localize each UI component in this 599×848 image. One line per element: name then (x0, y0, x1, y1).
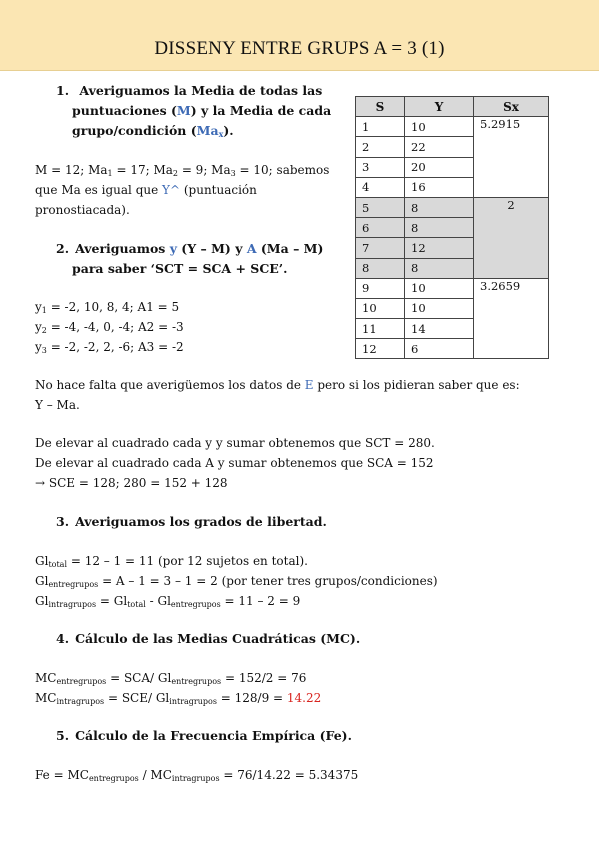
subscript: 1 (107, 169, 113, 178)
step1-text: ) y la Media de cada (190, 103, 332, 118)
subscript: entregrupos (88, 774, 139, 783)
gl-intragrupos-line (35, 592, 300, 610)
step1-text: puntuaciones ( (72, 103, 177, 118)
mc-text: = SCA/ Gl (106, 671, 172, 685)
step2-heading-line1 (56, 240, 323, 258)
step3-heading (56, 513, 327, 531)
table-cell-y: 14 (405, 319, 474, 339)
subscript: 3 (41, 346, 47, 355)
table-cell-sx-group2: 2 (474, 197, 549, 278)
table-cell-y: 22 (405, 137, 474, 157)
fe-text: / MC (138, 768, 172, 782)
table-row (356, 278, 549, 298)
table-cell-s: 5 (356, 197, 405, 217)
table-cell-s: 9 (356, 278, 405, 298)
step4-number: 4. (56, 631, 70, 646)
para-sc-line1: De elevar al cuadrado cada y y sumar obtenemos que SCT = 280. (35, 436, 435, 450)
step3-number: 3. (56, 514, 70, 529)
subscript: total (48, 560, 68, 569)
subscript: entregrupos (170, 600, 221, 609)
step3-label: Averiguamos los grados de libertad. (75, 514, 327, 529)
table-cell-y: 12 (405, 238, 474, 258)
data-table (355, 96, 549, 359)
step2-text: Averiguamos (75, 241, 170, 256)
step5-label: Cálculo de la Frecuencia Empírica (Fe). (75, 728, 352, 743)
y-values: = -2, -2, 2, -6; A3 = -2 (46, 340, 184, 354)
para-e-line2: Y – Ma. (35, 398, 80, 412)
table-cell-y: 20 (405, 157, 474, 177)
gl-text: = 12 – 1 = 11 (por 12 sujetos en total). (67, 554, 308, 568)
subscript: x (218, 129, 224, 139)
gl-text: Gl (35, 554, 49, 568)
step1-heading-line2 (72, 102, 331, 120)
symbol-y: y (169, 241, 177, 256)
gl-entregrupos-line (35, 572, 438, 590)
para-sc-line2: De elevar al cuadrado cada A y sumar obtenemos que SCA = 152 (35, 456, 434, 470)
table-cell-s: 3 (356, 157, 405, 177)
fe-text: Fe = MC (35, 768, 89, 782)
table-cell-y: 8 (405, 218, 474, 238)
y-symbol: y (35, 320, 42, 334)
step2-text: (Y – M) y (176, 241, 247, 256)
step2-number: 2. (56, 241, 70, 256)
step4-label: Cálculo de las Medias Cuadráticas (MC). (75, 631, 361, 646)
symbol-Y-hat: Y^ (162, 183, 181, 197)
para-text: No hace falta que averigüemos los datos de (35, 378, 305, 392)
step5-heading (56, 727, 352, 745)
table-header-Y: Y (405, 97, 474, 117)
gl-text: = 11 – 2 = 9 (220, 594, 301, 608)
means-text: = 9; Ma (178, 163, 231, 177)
table-cell-s: 1 (356, 117, 405, 137)
step4-heading (56, 630, 360, 648)
table-cell-y: 10 (405, 278, 474, 298)
means-line3: pronostiacada). (35, 203, 130, 217)
table-cell-s: 6 (356, 218, 405, 238)
y-symbol: y (35, 300, 42, 314)
subscript: intragrupos (169, 697, 217, 706)
subscript: total (127, 600, 146, 609)
table-cell-y: 6 (405, 339, 474, 359)
gl-text: Gl (35, 594, 49, 608)
subscript: 3 (230, 169, 236, 178)
symbol-Max (197, 123, 224, 138)
step1-heading-line3 (72, 122, 234, 140)
gl-total-line (35, 552, 308, 570)
page-title: DISSENY ENTRE GRUPS A = 3 (1) (154, 38, 445, 59)
mc-text: MC (35, 691, 57, 705)
table-cell-s: 11 (356, 319, 405, 339)
gl-text: = A – 1 = 3 – 1 = 2 (por tener tres grupos/condiciones) (98, 574, 438, 588)
step1-text: grupo/condición ( (72, 123, 197, 138)
table-row (356, 197, 549, 217)
mc-text: = SCE/ Gl (104, 691, 170, 705)
table-cell-s: 4 (356, 177, 405, 197)
y-values: = -2, 10, 8, 4; A1 = 5 (46, 300, 180, 314)
means-line1 (35, 161, 329, 179)
mc-entregrupos-line (35, 669, 306, 687)
mc-text: MC (35, 671, 57, 685)
mc-intragrupos-value: 14.22 (286, 691, 322, 705)
table-cell-s: 10 (356, 298, 405, 318)
subscript: 2 (172, 169, 178, 178)
symbol-Ma: Ma (196, 123, 219, 138)
step1-number: 1. (56, 83, 70, 98)
gl-text: Gl (35, 574, 49, 588)
table-cell-y: 8 (405, 258, 474, 278)
gl-text: - Gl (145, 594, 171, 608)
table-cell-y: 16 (405, 177, 474, 197)
subscript: 2 (41, 326, 47, 335)
fe-line (35, 766, 358, 784)
y-line-1 (35, 298, 179, 316)
subscript: intragrupos (56, 697, 105, 706)
means-text: = 10; sabemos (235, 163, 330, 177)
table-cell-s: 8 (356, 258, 405, 278)
step2-text: (Ma – M) (256, 241, 324, 256)
table-cell-sx-group1: 5.2915 (474, 117, 549, 198)
table-header-Sx: Sx (474, 97, 549, 117)
y-line-3 (35, 338, 184, 356)
table-cell-y: 8 (405, 197, 474, 217)
mc-text: = 152/2 = 76 (221, 671, 307, 685)
para-text: pero si los pidieran saber que es: (313, 378, 520, 392)
y-values: = -4, -4, 0, -4; A2 = -3 (46, 320, 184, 334)
means-line2 (35, 181, 257, 199)
mc-intragrupos-line (35, 689, 321, 707)
table-header-S: S (356, 97, 405, 117)
mc-text: = 128/9 = (216, 691, 287, 705)
gl-text: = Gl (96, 594, 128, 608)
step2-heading-line2: para saber ‘SCT = SCA + SCE’. (72, 261, 288, 276)
y-symbol: y (35, 340, 42, 354)
subscript: entregrupos (171, 677, 222, 686)
y-line-2 (35, 318, 184, 336)
means-text: M = 12; Ma (35, 163, 108, 177)
title-banner (0, 0, 599, 71)
table-cell-s: 7 (356, 238, 405, 258)
table-cell-y: 10 (405, 298, 474, 318)
step5-number: 5. (56, 728, 70, 743)
subscript: entregrupos (56, 677, 107, 686)
step1-text: Averiguamos la Media de todas las (79, 83, 323, 98)
table-cell-s: 2 (356, 137, 405, 157)
step1-text: ). (223, 123, 234, 138)
table-row (356, 117, 549, 137)
fe-text: = 76/14.22 = 5.34375 (219, 768, 359, 782)
para-sc-line3: → SCE = 128; 280 = 152 + 128 (35, 476, 228, 490)
symbol-E: E (304, 378, 314, 392)
step1-heading-line1 (56, 82, 322, 100)
symbol-M: M (176, 103, 191, 118)
means-text: = 17; Ma (112, 163, 173, 177)
subscript: intragrupos (171, 774, 220, 783)
table-cell-y: 10 (405, 117, 474, 137)
subscript: intragrupos (48, 600, 97, 609)
table-header-row (356, 97, 549, 117)
table-cell-s: 12 (356, 339, 405, 359)
symbol-A: A (246, 241, 257, 256)
subscript: 1 (41, 306, 47, 315)
table-cell-sx-group3: 3.2659 (474, 278, 549, 359)
para-e-line1 (35, 376, 520, 394)
subscript: entregrupos (48, 580, 99, 589)
means-text: que Ma es igual que (35, 183, 163, 197)
means-text: (puntuación (180, 183, 257, 197)
